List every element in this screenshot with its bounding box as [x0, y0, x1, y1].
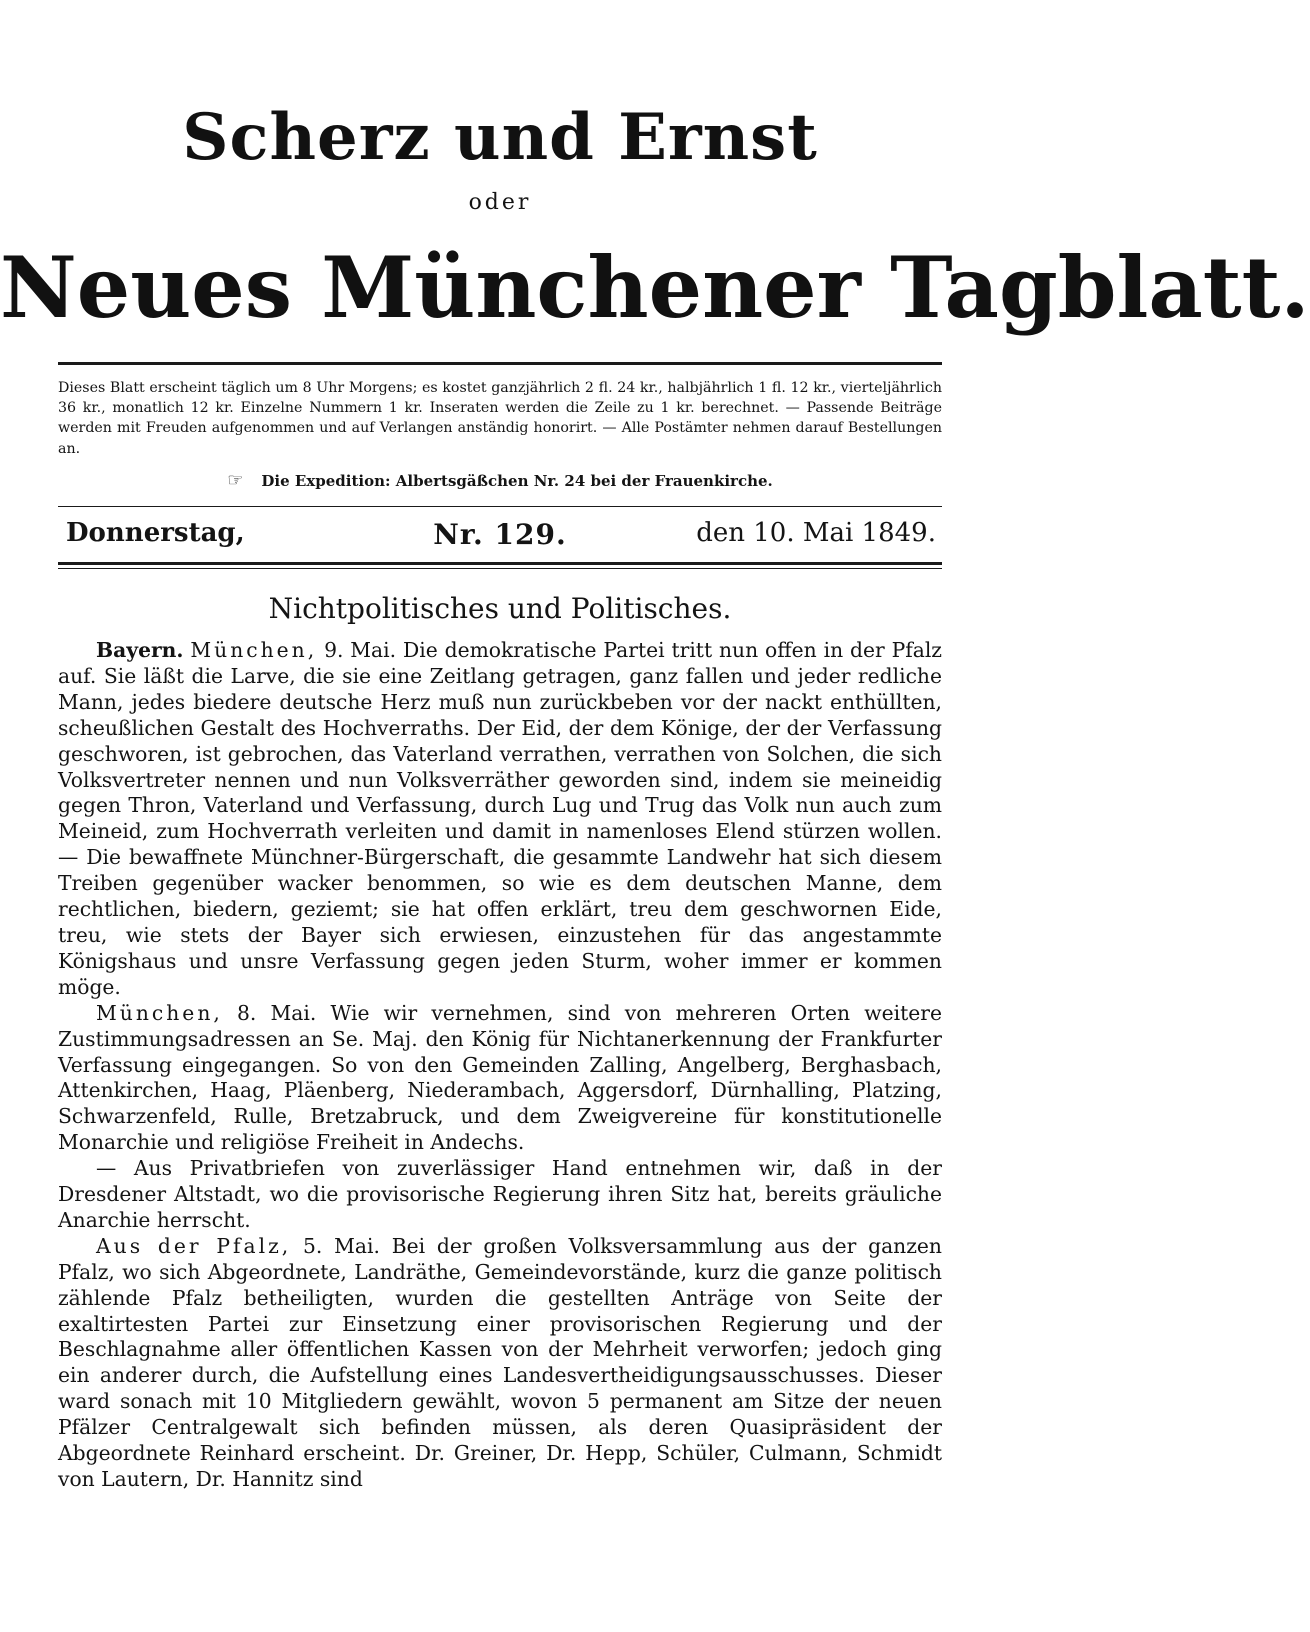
article-paragraph — [58, 1234, 942, 1493]
article-text: 9. Mai. Die demokratische Partei tritt nun offen in der Pfalz auf. Sie läßt die Larve, die sie eine Zeitlang getragen, ganz fallen und jeder redliche Mann, jedes biedere deutsche Herz muß nun zurückbeben vor der nackt enthüllten, scheußlichen Gestalt des Hochverraths. Der Eid, der dem Könige, der der Verfassung geschworen, ist gebrochen, das Vaterland verrathen, verrathen von Solchen, die sich Volksvertreter nennen und nun Volksverräther geworden sind, indem sie meineidig gegen Thron, Vaterland und Verfassung, durch Lug und Trug das Volk nun auch zum Meineid, zum Hochverrath verleiten und damit in namenloses Elend stürzen wollen. — Die bewaffnete Münchner-Bürgerschaft, die gesammte Landwehr hat sich diesem Treiben gegenüber wacker benommen, so wie es dem deutschen Manne, dem rechtlichen, biedern, geziemt; sie hat offen erklärt, treu dem geschwornen Eide, treu, wie stets der Bayer sich erwiesen, einzustehen für das angestammte Königshaus und unsre Verfassung gegen jeden Sturm, woher immer er kommen möge. — [58, 638, 942, 999]
pointing-hand-icon: ☞ — [227, 470, 244, 491]
masthead-rule — [58, 362, 942, 365]
masthead-connector: oder — [468, 190, 532, 215]
issue-weekday: Donnerstag, — [66, 518, 245, 548]
masthead-title-line1: Scherz und Ernst — [182, 100, 818, 175]
place-name: München, — [96, 1000, 223, 1025]
place-name: Aus der Pfalz, — [96, 1233, 292, 1258]
article-body — [58, 638, 942, 1493]
article-text: 8. Mai. Wie wir vernehmen, sind von mehreren Orten weitere Zustimmungsadressen an Se. Maj. den König für Nichtanerkennung der Frankfurter Verfassung eingegangen. So von den Gemeinden Zalling, Angelberg, Berghasbach, Attenkirchen, Haag, Pläenberg, Niederambach, Aggersdorf, Dürnhalling, Platzing, Schwarzenfeld, Rulle, Bretzabruck, und dem Zweigvereine für konstitutionelle Monarchie und religiöse Freiheit in Andechs. — [58, 1000, 942, 1155]
masthead-title-line2: Neues Münchener Tagblatt. — [0, 238, 1310, 337]
article-paragraph — [58, 638, 942, 1001]
place-name: München, — [190, 638, 318, 662]
article-paragraph — [58, 1156, 942, 1234]
issue-number: Nr. 129. — [433, 518, 567, 551]
expedition-text: Die Expedition: Albertsgäßchen Nr. 24 bei der Frauenkirche. — [261, 472, 773, 490]
dateline-top-rule — [58, 506, 942, 507]
dateline-bottom-rule — [58, 562, 942, 565]
article-paragraph — [58, 1001, 942, 1156]
article-text: 5. Mai. Bei der großen Volksversammlung aus der ganzen Pfalz, wo sich Abgeordnete, Landräthe, Gemeindevorstände, kurz die ganze politisch zählende Pfalz betheiligten, wurden die gestellten Anträge von Seite der exaltirtesten Partei zur Einsetzung einer provisorischen Regierung und der Beschlagnahme aller öffentlichen Kassen von der Mehrheit verworfen; jedoch ging ein anderer durch, die Aufstellung eines Landesvertheidigungsausschusses. Dieser ward sonach mit 10 Mitgliedern gewählt, wovon 5 permanent am Sitze der neuen Pfälzer Centralgewalt sich befinden müssen, als deren Quasipräsident der Abgeordnete Reinhard erscheint. Dr. Greiner, Dr. Hepp, Schüler, Culmann, Schmidt von Lautern, Dr. Hannitz sind — [58, 1233, 942, 1491]
section-title: Nichtpolitisches und Politisches. — [268, 592, 732, 625]
dateline — [58, 518, 942, 558]
article-text: — Aus Privatbriefen von zuverlässiger Hand entnehmen wir, daß in der Dresdener Altstadt, wo die provisorische Regierung ihren Sitz hat, bereits gräuliche Anarchie herrscht. — [58, 1156, 942, 1232]
region-heading: Bayern. — [96, 638, 184, 662]
subscription-info: Dieses Blatt erscheint täglich um 8 Uhr Morgens; es kostet ganzjährlich 2 fl. 24 kr., halbjährlich 1 fl. 12 kr., vierteljährlich 36 kr., monatlich 12 kr. Einzelne Nummern 1 kr. Inseraten werden die Zeile zu 1 kr. berechnet. — Passende Beiträge werden mit Freuden aufgenommen und auf Verlangen anständig honorirt. — Alle Postämter nehmen darauf Bestellungen an. — [58, 380, 942, 457]
issue-date: den 10. Mai 1849. — [696, 518, 936, 548]
expedition-line — [0, 470, 1000, 491]
dateline-bottom-rule-thin — [58, 568, 942, 569]
